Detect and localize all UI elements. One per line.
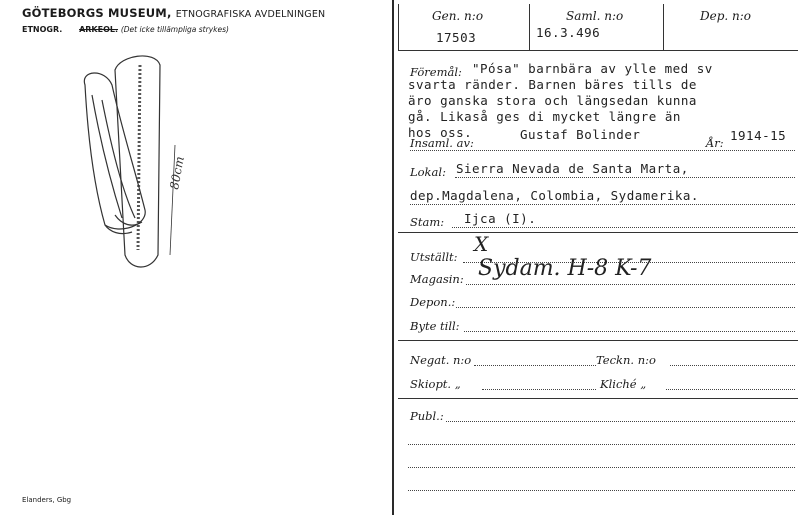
sketch-measure-label: 80cm (167, 155, 187, 191)
header-col-rule-1 (529, 4, 530, 50)
printer-mark: Elanders, Gbg (22, 496, 72, 504)
negat-rule (474, 365, 596, 366)
saml-value: 16.3.496 (536, 25, 601, 40)
magasin-label: Magasin: (410, 272, 464, 286)
publ-rule-3 (408, 467, 795, 468)
saml-label: Saml. n:o (566, 9, 624, 23)
dep-label: Dep. n:o (700, 9, 752, 23)
byte-rule (464, 331, 795, 332)
ar-value: 1914-15 (730, 128, 787, 143)
lokal-label: Lokal: (410, 165, 446, 179)
depon-label: Depon.: (410, 295, 456, 309)
insaml-label: Insaml. av: (410, 136, 474, 150)
stam-label: Stam: (410, 215, 445, 229)
foremal-line-5: hos oss. (408, 125, 473, 140)
gen-label: Gen. n:o (432, 9, 484, 23)
department-line (22, 25, 229, 34)
utstallt-label: Utställt: (410, 250, 458, 264)
section-rule-2 (398, 340, 798, 341)
ar-label: År: (706, 136, 724, 150)
lokal-rule-2 (410, 204, 795, 205)
header-col-rule-2 (663, 4, 664, 50)
foremal-line-4: gå. Likaså ges di mycket längre än (408, 109, 681, 124)
magasin-rule (466, 284, 795, 285)
insaml-value: Gustaf Bolinder (520, 127, 641, 142)
lokal-rule-1 (455, 177, 795, 178)
object-sketch (60, 40, 240, 280)
strike-note: (Det icke tillämpliga strykes) (120, 25, 229, 34)
lokal-line-1: Sierra Nevada de Santa Marta, (456, 161, 689, 176)
foremal-line-2: svarta ränder. Barnen bäres tills de (408, 77, 697, 92)
publ-label: Publ.: (410, 409, 444, 423)
publ-rule-4 (408, 490, 795, 491)
card-divider (392, 0, 394, 515)
skiopt-rule (482, 389, 596, 390)
publ-rule-2 (408, 444, 795, 445)
section-rule-3 (398, 398, 798, 399)
depon-rule (456, 307, 795, 308)
insaml-rule (410, 150, 795, 151)
museum-header (22, 6, 325, 20)
department-name: ETNOGRAFISKA AVDELNINGEN (175, 9, 326, 20)
museum-name: GÖTEBORGS MUSEUM, (22, 6, 172, 20)
header-bottom-rule (398, 50, 798, 51)
kliche-rule (666, 389, 795, 390)
kliche-label: Kliché „ (600, 377, 647, 391)
foremal-label: Föremål: (410, 65, 462, 79)
header-left-rule (398, 4, 399, 50)
foremal-line-1: "Pósa" barnbära av ylle med sv (472, 61, 713, 76)
section-rule-1 (398, 232, 798, 233)
magasin-value: Sydam. H-8 K-7 (478, 256, 652, 281)
etnogr-label: ETNOGR. (22, 25, 63, 34)
gen-value: 17503 (436, 30, 477, 45)
foremal-line-3: äro ganska stora och längsedan kunna (408, 93, 697, 108)
byte-label: Byte till: (410, 319, 460, 333)
arkeol-label: ARKEOL. (79, 25, 119, 34)
utstallt-value: X (474, 232, 489, 256)
stam-rule (452, 227, 795, 228)
teckn-rule (670, 365, 795, 366)
publ-rule-1 (446, 421, 795, 422)
teckn-label: Teckn. n:o (596, 353, 656, 367)
stam-value: Ijca (I). (464, 211, 537, 226)
skiopt-label: Skiopt. „ (410, 377, 461, 391)
lokal-line-2: dep.Magdalena, Colombia, Sydamerika. (410, 188, 699, 203)
negat-label: Negat. n:o (410, 353, 472, 367)
